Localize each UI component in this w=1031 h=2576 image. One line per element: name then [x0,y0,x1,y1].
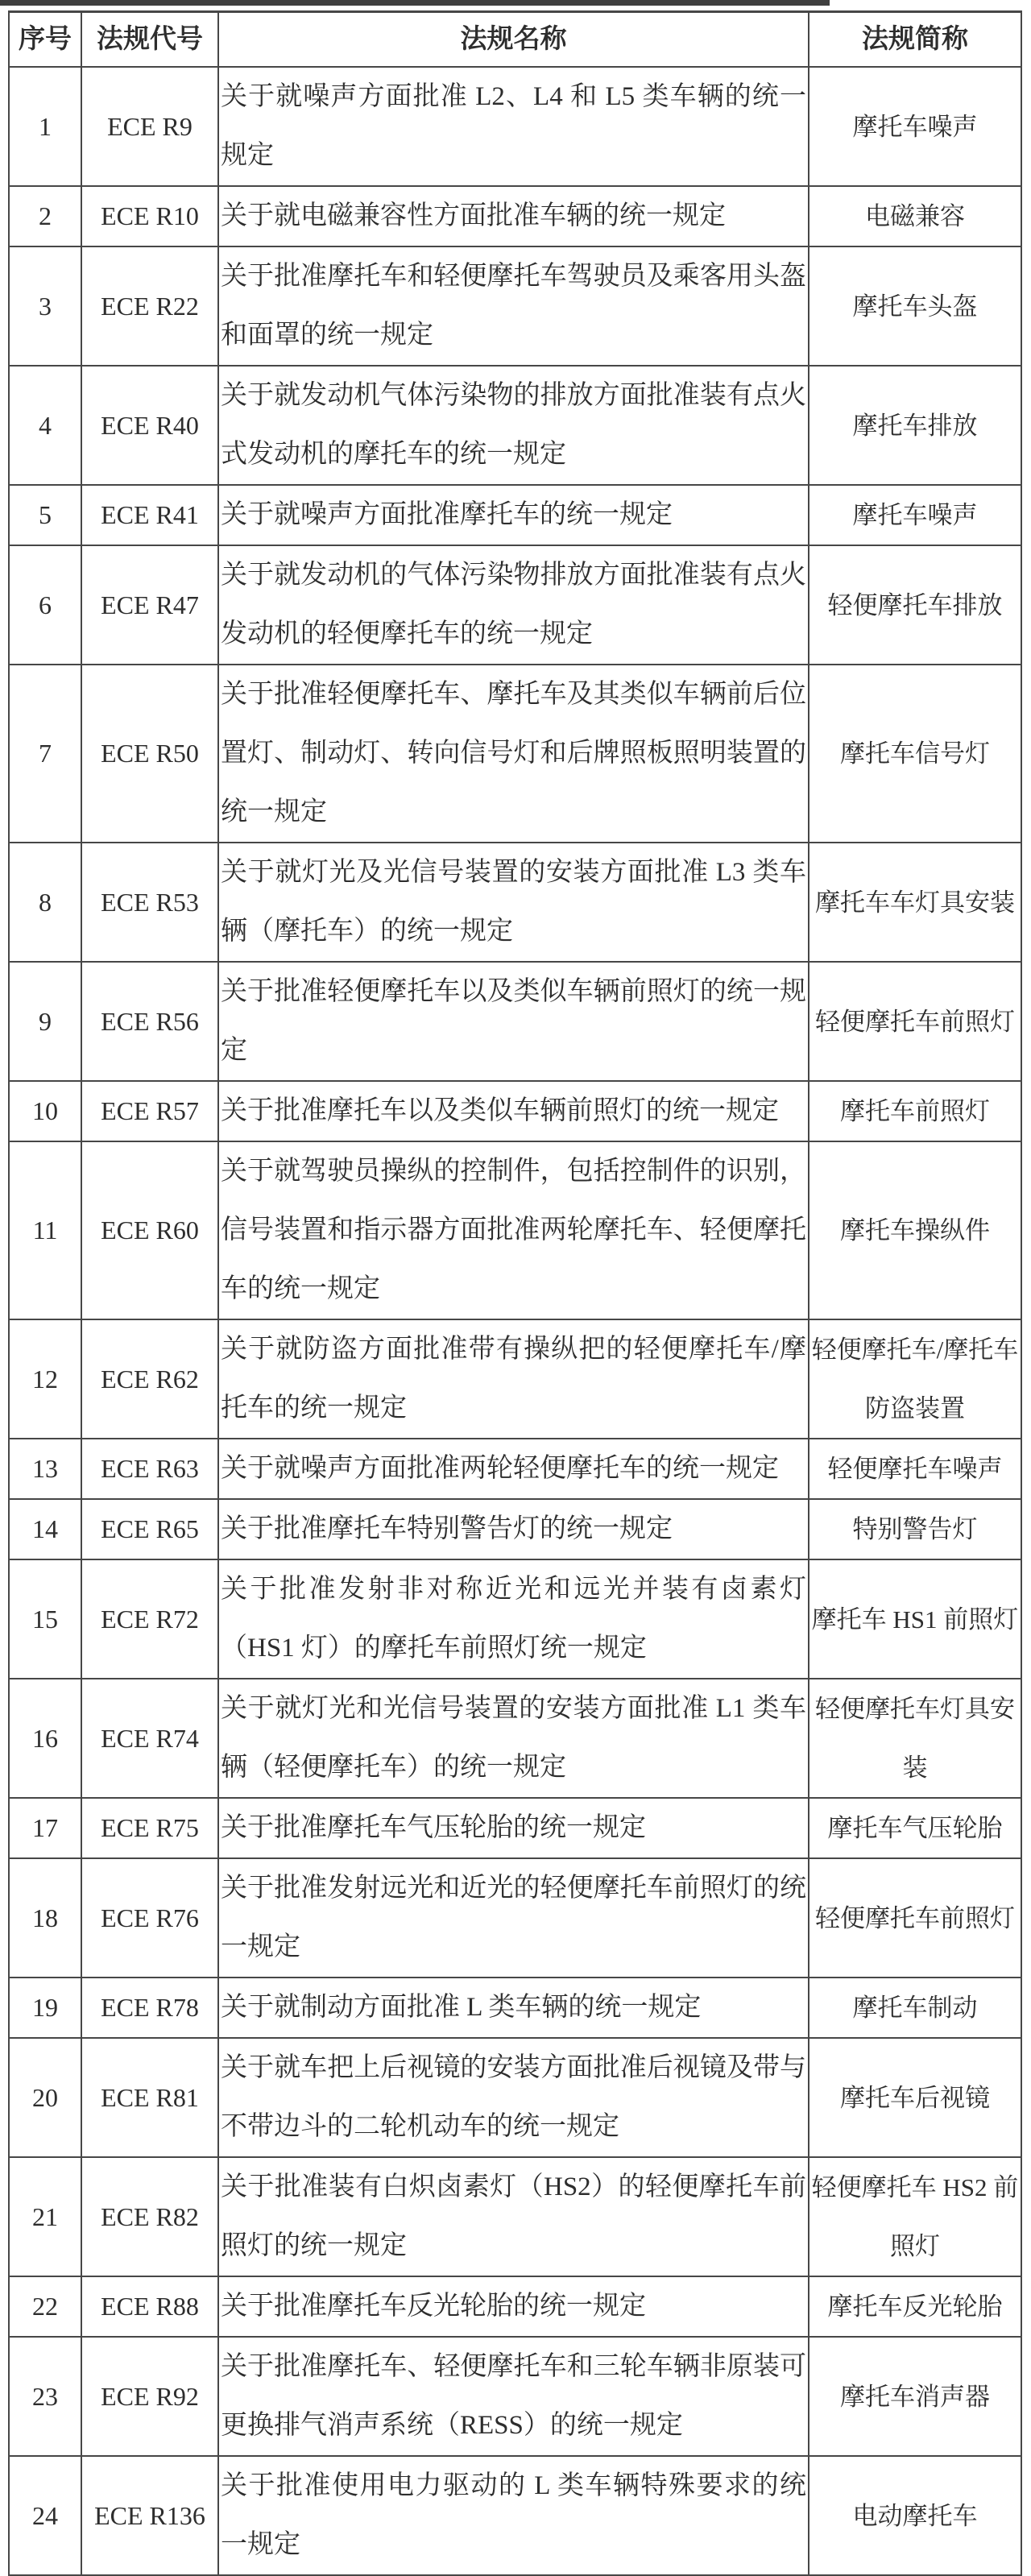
table-row [9,1499,1021,1559]
table-row [9,1798,1021,1858]
regulation-name-cell: 关于就防盗方面批准带有操纵把的轻便摩托车/摩托车的统一规定 [218,1319,809,1439]
table-row [9,1319,1021,1439]
regulation-short-name-cell: 摩托车制动 [809,1978,1021,2038]
regulation-short-name-cell: 电磁兼容 [809,186,1021,246]
regulation-short-name-cell: 摩托车头盔 [809,246,1021,366]
table-row [9,1679,1021,1798]
regulation-name-cell: 关于就发动机的气体污染物排放方面批准装有点火发动机的轻便摩托车的统一规定 [218,545,809,665]
serial-number-cell: 9 [9,962,81,1081]
regulation-name-cell: 关于批准发射非对称近光和远光并装有卤素灯（HS1 灯）的摩托车前照灯统一规定 [218,1559,809,1679]
regulation-short-name-cell: 电动摩托车 [809,2456,1021,2575]
regulation-name-cell: 关于批准摩托车和轻便摩托车驾驶员及乘客用头盔和面罩的统一规定 [218,246,809,366]
regulation-name-cell: 关于就噪声方面批准 L2、L4 和 L5 类车辆的统一规定 [218,67,809,186]
table-row [9,1081,1021,1141]
regulation-short-name-cell: 摩托车噪声 [809,67,1021,186]
serial-number-cell: 23 [9,2337,81,2456]
serial-number-cell: 3 [9,246,81,366]
regulation-name-cell: 关于批准摩托车特别警告灯的统一规定 [218,1499,809,1559]
regulation-code-cell: ECE R72 [81,1559,218,1679]
serial-number-cell: 6 [9,545,81,665]
serial-number-cell: 1 [9,67,81,186]
regulation-short-name-cell: 摩托车信号灯 [809,665,1021,843]
table-row [9,186,1021,246]
table-row [9,962,1021,1081]
serial-number-cell: 12 [9,1319,81,1439]
regulation-code-cell: ECE R57 [81,1081,218,1141]
table-row [9,1858,1021,1978]
table-row [9,1141,1021,1319]
regulation-short-name-cell: 轻便摩托车前照灯 [809,962,1021,1081]
table-body [9,67,1021,2575]
regulation-name-cell: 关于就电磁兼容性方面批准车辆的统一规定 [218,186,809,246]
table-header [9,12,1021,68]
regulation-code-cell: ECE R63 [81,1439,218,1499]
table-row [9,246,1021,366]
regulation-code-cell: ECE R74 [81,1679,218,1798]
header-regulation-code: 法规代号 [81,12,218,68]
regulation-short-name-cell: 摩托车噪声 [809,485,1021,545]
table-row [9,2337,1021,2456]
serial-number-cell: 22 [9,2276,81,2337]
regulation-name-cell: 关于就制动方面批准 L 类车辆的统一规定 [218,1978,809,2038]
regulation-short-name-cell: 特别警告灯 [809,1499,1021,1559]
regulation-code-cell: ECE R41 [81,485,218,545]
serial-number-cell: 18 [9,1858,81,1978]
serial-number-cell: 20 [9,2038,81,2157]
regulation-name-cell: 关于批准摩托车反光轮胎的统一规定 [218,2276,809,2337]
regulation-short-name-cell: 摩托车 HS1 前照灯 [809,1559,1021,1679]
table-row [9,843,1021,962]
regulation-name-cell: 关于批准摩托车、轻便摩托车和三轮车辆非原装可更换排气消声系统（RESS）的统一规定 [218,2337,809,2456]
serial-number-cell: 24 [9,2456,81,2575]
regulation-short-name-cell: 轻便摩托车 HS2 前照灯 [809,2157,1021,2276]
serial-number-cell: 15 [9,1559,81,1679]
regulation-code-cell: ECE R53 [81,843,218,962]
regulation-code-cell: ECE R50 [81,665,218,843]
serial-number-cell: 7 [9,665,81,843]
serial-number-cell: 14 [9,1499,81,1559]
regulation-short-name-cell: 摩托车操纵件 [809,1141,1021,1319]
regulation-name-cell: 关于就发动机气体污染物的排放方面批准装有点火式发动机的摩托车的统一规定 [218,366,809,485]
regulation-name-cell: 关于批准摩托车以及类似车辆前照灯的统一规定 [218,1081,809,1141]
regulation-code-cell: ECE R62 [81,1319,218,1439]
regulation-short-name-cell: 摩托车气压轮胎 [809,1798,1021,1858]
regulation-code-cell: ECE R92 [81,2337,218,2456]
table-row [9,1559,1021,1679]
serial-number-cell: 19 [9,1978,81,2038]
regulation-table [8,10,1022,2576]
serial-number-cell: 8 [9,843,81,962]
regulation-name-cell: 关于批准轻便摩托车、摩托车及其类似车辆前后位置灯、制动灯、转向信号灯和后牌照板照明装置的统一规定 [218,665,809,843]
table-row [9,2038,1021,2157]
regulation-name-cell: 关于就灯光和光信号装置的安装方面批准 L1 类车辆（轻便摩托车）的统一规定 [218,1679,809,1798]
regulation-name-cell: 关于就灯光及光信号装置的安装方面批准 L3 类车辆（摩托车）的统一规定 [218,843,809,962]
table-row [9,67,1021,186]
table-row [9,366,1021,485]
regulation-short-name-cell: 摩托车前照灯 [809,1081,1021,1141]
regulation-name-cell: 关于就噪声方面批准摩托车的统一规定 [218,485,809,545]
table-row [9,485,1021,545]
regulation-name-cell: 关于就噪声方面批准两轮轻便摩托车的统一规定 [218,1439,809,1499]
regulation-short-name-cell: 摩托车后视镜 [809,2038,1021,2157]
regulation-code-cell: ECE R75 [81,1798,218,1858]
regulation-name-cell: 关于批准装有白炽卤素灯（HS2）的轻便摩托车前照灯的统一规定 [218,2157,809,2276]
regulation-short-name-cell: 摩托车排放 [809,366,1021,485]
regulation-name-cell: 关于就车把上后视镜的安装方面批准后视镜及带与不带边斗的二轮机动车的统一规定 [218,2038,809,2157]
regulation-short-name-cell: 轻便摩托车排放 [809,545,1021,665]
regulation-code-cell: ECE R88 [81,2276,218,2337]
table-row [9,665,1021,843]
regulation-short-name-cell: 轻便摩托车噪声 [809,1439,1021,1499]
header-regulation-name: 法规名称 [218,12,809,68]
regulation-code-cell: ECE R136 [81,2456,218,2575]
serial-number-cell: 5 [9,485,81,545]
regulation-code-cell: ECE R60 [81,1141,218,1319]
table-row [9,2157,1021,2276]
regulation-code-cell: ECE R82 [81,2157,218,2276]
regulation-code-cell: ECE R78 [81,1978,218,2038]
serial-number-cell: 21 [9,2157,81,2276]
cropped-content-strip [0,0,830,6]
regulation-name-cell: 关于批准发射远光和近光的轻便摩托车前照灯的统一规定 [218,1858,809,1978]
table-row [9,545,1021,665]
table-row [9,1978,1021,2038]
regulation-code-cell: ECE R40 [81,366,218,485]
regulation-code-cell: ECE R65 [81,1499,218,1559]
table-row [9,2456,1021,2575]
regulation-short-name-cell: 摩托车消声器 [809,2337,1021,2456]
regulation-short-name-cell: 轻便摩托车前照灯 [809,1858,1021,1978]
regulation-code-cell: ECE R10 [81,186,218,246]
header-row [9,12,1021,68]
serial-number-cell: 13 [9,1439,81,1499]
table-row [9,1439,1021,1499]
regulation-code-cell: ECE R76 [81,1858,218,1978]
regulation-code-cell: ECE R56 [81,962,218,1081]
regulation-short-name-cell: 轻便摩托车灯具安装 [809,1679,1021,1798]
regulation-short-name-cell: 摩托车车灯具安装 [809,843,1021,962]
serial-number-cell: 11 [9,1141,81,1319]
header-serial-number: 序号 [9,12,81,68]
regulation-code-cell: ECE R22 [81,246,218,366]
serial-number-cell: 2 [9,186,81,246]
header-regulation-short-name: 法规简称 [809,12,1021,68]
regulation-code-cell: ECE R81 [81,2038,218,2157]
regulation-short-name-cell: 轻便摩托车/摩托车防盗装置 [809,1319,1021,1439]
serial-number-cell: 17 [9,1798,81,1858]
regulation-name-cell: 关于批准使用电力驱动的 L 类车辆特殊要求的统一规定 [218,2456,809,2575]
regulation-code-cell: ECE R9 [81,67,218,186]
serial-number-cell: 4 [9,366,81,485]
serial-number-cell: 16 [9,1679,81,1798]
regulation-name-cell: 关于就驾驶员操纵的控制件，包括控制件的识别，信号装置和指示器方面批准两轮摩托车、轻便摩托车的统一规定 [218,1141,809,1319]
regulation-name-cell: 关于批准摩托车气压轮胎的统一规定 [218,1798,809,1858]
regulation-code-cell: ECE R47 [81,545,218,665]
regulation-short-name-cell: 摩托车反光轮胎 [809,2276,1021,2337]
serial-number-cell: 10 [9,1081,81,1141]
table-row [9,2276,1021,2337]
regulation-name-cell: 关于批准轻便摩托车以及类似车辆前照灯的统一规定 [218,962,809,1081]
